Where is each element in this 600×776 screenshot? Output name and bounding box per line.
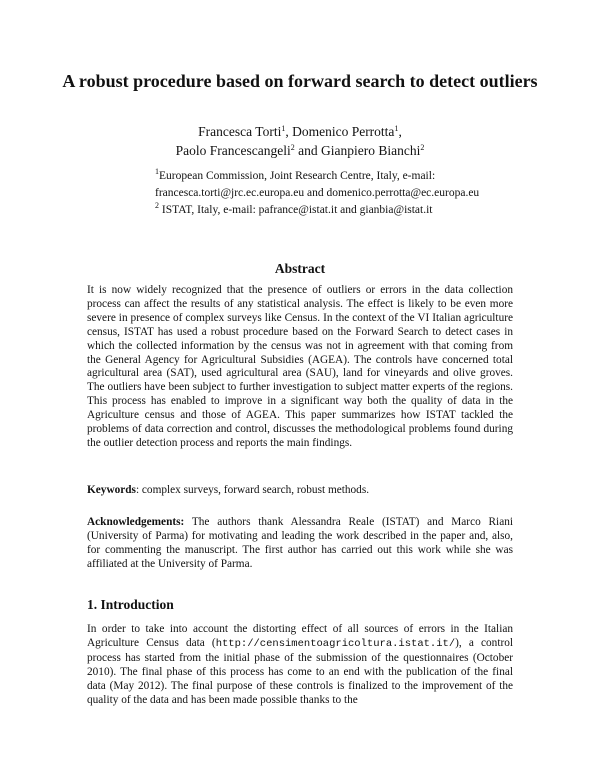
author-name: Paolo Francescangeli [175,143,291,158]
intro-text-start: In order to take into account the distorting effect of all sources of errors in the Italian Agriculture Census data ( [87,623,513,649]
affiliation-emails: francesca.torti@jrc.ec.europa.eu and domenico.perrotta@ec.europa.eu [155,187,480,199]
affiliation-line [155,202,555,219]
affiliation-marker: 2 [290,143,295,152]
acknowledgements-text: The authors thank Alessandra Reale (ISTAT) and Marco Riani (University of Parma) for motivating and leading the work described in the paper and, also, for commenting the manuscript. The first author has carried out this work while she was affiliated at the University of Parma. [87,516,513,570]
paper-title: A robust procedure based on forward search to detect outliers [62,71,538,91]
author-separator: and [294,143,321,158]
author-name: Domenico Perrotta [292,124,395,139]
section-heading: 1. Introduction [87,597,174,612]
intro-text-end: ), a control process has started from the initial phase of the submission of the questionnaires (October 2010). The final phase of this process has come to an end with the publication of the final data (May 2012). The final purpose of these controls is finalized to the improvement of the quality of the data and has been made possible thanks to the [87,636,514,706]
author-list [60,122,540,160]
author-name: Francesca Torti [198,124,282,139]
abstract-heading: Abstract [274,261,326,276]
acknowledgements [87,516,513,572]
affiliation-line [155,185,565,202]
acknowledgements-label: Acknowledgements: [87,516,185,528]
keywords-text: : complex surveys, forward search, robust methods. [135,484,370,496]
affiliation-line [155,168,555,185]
affiliation-marker: 2 [420,143,425,152]
affiliation-text: ISTAT, Italy, e-mail: pafrance@istat.it and gianbia@istat.it [159,204,433,216]
affiliation-marker: 1 [155,167,159,176]
author-name: Gianpiero Bianchi [320,143,421,158]
author-separator: , [398,124,402,139]
keywords-label: Keywords [87,484,136,496]
census-url-link[interactable]: http://censimentoagricoltura.istat.it/ [215,637,456,650]
introduction-text [87,623,513,707]
keywords [87,484,513,498]
affiliation-marker: 1 [281,124,286,133]
affiliation-marker: 1 [394,124,399,133]
author-separator: , [285,124,293,139]
affiliation-text: European Commission, Joint Research Centre, Italy, e-mail: [159,170,436,182]
affiliation-marker: 2 [155,201,159,210]
abstract-text: It is now widely recognized that the presence of outliers or errors in the data collection process can affect the results of any statistical analysis. The effect is likely to be even more severe in presence of complex surveys like Census. In the context of the VI Italian agriculture census, ISTAT has used a robust procedure based on the Forward Search to detect cases in which the collected information by the census was not in agreement with that coming from the General Agency for Agricultural Subsidies (AGEA). The controls have concerned total agricultural area (SAT), used agricultural area (SAU), land for vineyards and olive groves. The outliers have been subject to further investigation to subject matter experts of the regions. This process has enabled to improve in a significant way both the quality of data in the Agriculture census and those of AGEA. This paper summarizes how ISTAT tackled the problems of data correction and control, discusses the methodological problems found during the outlier detection process and reports the main findings. [87,284,513,449]
